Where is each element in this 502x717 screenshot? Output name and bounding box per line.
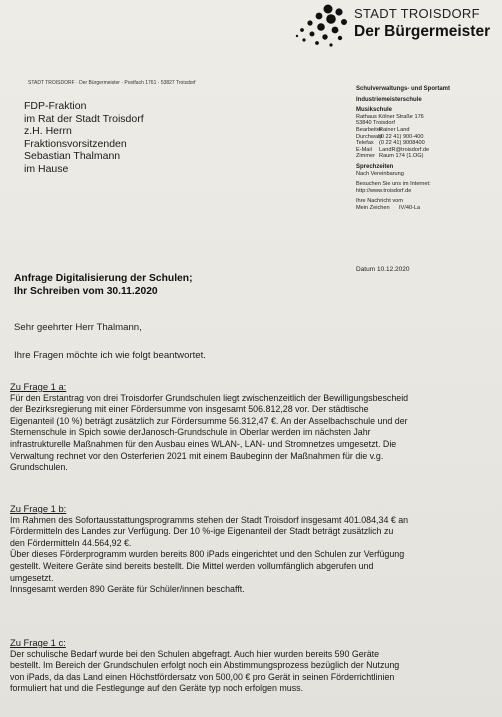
city-logo xyxy=(293,4,498,48)
recipient-line: Fraktionsvorsitzenden xyxy=(24,137,127,150)
recipient-line: Sebastian Thalmann xyxy=(24,150,121,163)
address-line: Rathaus Kölner Straße 176 xyxy=(356,113,424,120)
sender-return-address: STADT TROISDORF · Der Bürgermeister · Postfach 1761 · 53827 Troisdorf xyxy=(28,80,196,86)
body-line: Der schulische Bedarf wurde bei den Schulen abgefragt. Auch hier wurden bereits 590 Geräte xyxy=(10,648,380,659)
contact-key: Durchwahl xyxy=(356,133,383,140)
dot-cluster-icon xyxy=(293,4,351,48)
contact-value: Raum 174 (1.OG) xyxy=(379,153,424,160)
recipient-line: im Hause xyxy=(24,162,69,175)
contact-value: (0 22 41) 9008400 xyxy=(379,140,425,147)
body-line: Für den Erstantrag von drei Troisdorfer Grundschulen liegt zwischenzeitlich der Bewilligungsbescheid xyxy=(10,392,409,403)
body-line: von iPads, da das Land einen Höchstfördersatz von 500,00 € pro Gerät in seinen Förderrichtlinien xyxy=(10,671,395,682)
musikschule-label: Musikschule xyxy=(356,107,393,114)
body-line: formuliert hat und die Festlegunge auf den Geräte typ noch erfolgen muss. xyxy=(10,683,304,694)
body-line: Fördermitteln des Landes zur Verfügung. Der 10 %-ige Eigenanteil der Stadt beträgt zusätzlich zu xyxy=(10,526,394,537)
body-line: Eigenanteil (10 %) beträgt zusätzlich zur Fördersumme 56.312,47 €. An der Asselbachschule und der xyxy=(10,415,408,426)
your-message-label: Ihre Nachricht vom xyxy=(356,198,403,205)
body-line: Über dieses Förderprogramm wurden bereits 800 iPads eingerichtet und den Schulen zur Verfügung xyxy=(10,549,405,560)
contact-key: Telefax xyxy=(356,140,374,147)
website-label: Besuchen Sie uns im Internet: xyxy=(356,181,431,188)
address-line: 53840 Troisdorf xyxy=(356,120,395,127)
body-line: gestellt. Weitere Geräte sind bereits bestellt. Die Mittel werden vollumfänglich abgerufen und xyxy=(10,560,374,571)
logo-city-name: STADT TROISDORF xyxy=(354,6,480,21)
email-value[interactable]: LandR@troisdorf.de xyxy=(379,146,430,153)
recipient-address xyxy=(24,100,144,176)
answer-section-1a xyxy=(10,381,498,474)
body-line: Sternenschule in Spich sowie derJanosch-Grundschule in Oberlar werden im nächsten Jahr xyxy=(10,427,371,438)
reference-key: Mein Zeichen xyxy=(356,204,390,211)
office-hours-label: Sprechzeiten xyxy=(356,163,394,170)
logo-title: Der Bürgermeister xyxy=(354,23,491,40)
body-line: den Fördermitteln 44.564,92 €. xyxy=(10,537,132,548)
contact-row xyxy=(356,134,496,141)
salutation: Sehr geehrter Herr Thalmann, xyxy=(14,322,142,333)
contact-value: (0 22 41) 900-400 xyxy=(379,133,424,140)
office-hours-value: Nach Vereinbarung xyxy=(356,170,404,177)
section-heading: Zu Frage 1 b: xyxy=(10,503,67,514)
body-line: Verwaltung rechnet vor den Osterferien 2021 mit einem Baubeginn der Maßnahmen für die v.g. xyxy=(10,450,384,461)
letter-date: Datum 10.12.2020 xyxy=(356,266,410,273)
department-name: Schulverwaltungs- und Sportamt xyxy=(356,86,451,92)
body-line: der Bezirksregierung mit einer Fördersumme von insgesamt 506.812,28 vor. Der städtische xyxy=(10,404,369,415)
school-name: Industriemeisterschule xyxy=(356,96,422,103)
body-line: bestellt. Im Bereich der Grundschulen erfolgt noch ein Abstimmungsprozess bezüglich der Nutzung xyxy=(10,660,400,671)
reference-value: IV/40-La xyxy=(399,204,421,211)
body-line: Innsgesamt werden 890 Geräte für Schüler/innen beschafft. xyxy=(10,584,245,595)
contact-key: Zimmer xyxy=(356,153,375,160)
contact-row xyxy=(356,127,496,134)
section-heading: Zu Frage 1 a: xyxy=(10,381,67,392)
recipient-line: z.H. Herrn xyxy=(24,125,72,138)
body-line: Grundschulen. xyxy=(10,462,68,473)
letter-subject xyxy=(14,272,193,298)
body-line: Im Rahmen des Sofortausstattungsprogramms stehen der Stadt Troisdorf insgesamt 401.084,34 € an xyxy=(10,514,409,525)
intro-sentence: Ihre Fragen möchte ich wie folgt beantwortet. xyxy=(14,350,206,361)
answer-section-1b xyxy=(10,503,498,596)
body-line: umgesetzt. xyxy=(10,572,54,583)
contact-value: Rainer Land xyxy=(379,126,410,133)
website-link[interactable]: http://www.troisdorf.de xyxy=(356,187,412,194)
sender-info-sidebar xyxy=(356,86,496,212)
recipient-line: im Rat der Stadt Troisdorf xyxy=(24,112,144,125)
subject-line: Anfrage Digitalisierung der Schulen; xyxy=(14,273,193,284)
answer-section-1c xyxy=(10,637,498,695)
subject-line: Ihr Schreiben vom 30.11.2020 xyxy=(14,286,158,297)
section-heading: Zu Frage 1 c: xyxy=(10,637,66,648)
body-line: infrastrukturelle Maßnahmen für den Ausbau eines WLAN-, LAN- und Stromnetzes umgesetzt. Die xyxy=(10,438,397,449)
contact-row xyxy=(356,147,496,154)
contact-row xyxy=(356,140,496,147)
reference-row xyxy=(356,205,496,212)
contact-row xyxy=(356,153,496,160)
contact-key: Bearbeiter xyxy=(356,126,382,133)
recipient-line: FDP-Fraktion xyxy=(24,100,87,112)
contact-key: E-Mail xyxy=(356,146,372,153)
